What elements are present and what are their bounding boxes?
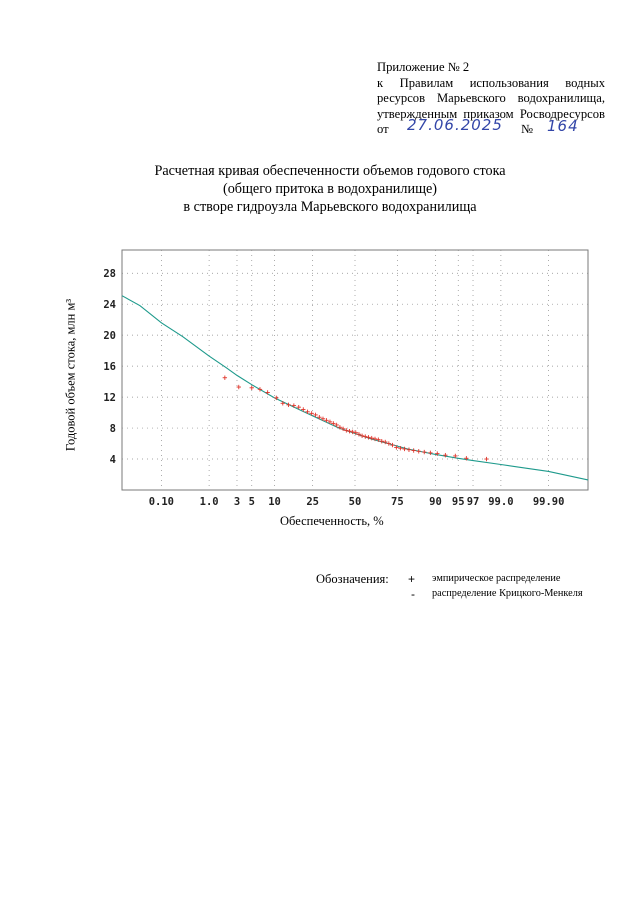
appendix-line-rules: к Правилам использования водных: [377, 75, 605, 90]
x-tick-label: 3: [233, 496, 241, 508]
empirical-point: [223, 376, 227, 380]
legend-symbol-empirical: +: [408, 572, 416, 586]
x-tick-label: 90: [429, 496, 442, 508]
legend-symbol-theoretical: -: [411, 587, 415, 601]
empirical-point: [281, 401, 285, 405]
x-axis-label: Обеспеченность, %: [280, 514, 384, 528]
x-tick-label: 97: [466, 496, 480, 508]
number-label: №: [521, 122, 534, 136]
y-axis-label: Годовой объем стока, млн м³: [63, 298, 78, 452]
empirical-point: [422, 450, 426, 454]
x-tick-label: 5: [248, 496, 255, 508]
legend-label-empirical: эмпирическое распределение: [432, 573, 561, 584]
x-tick-label: 99.0: [488, 496, 514, 508]
grid: [122, 250, 588, 490]
empirical-point: [363, 434, 367, 438]
appendix-line-reservoir: ресурсов Марьевского водохранилища,: [377, 91, 605, 105]
y-tick-label: 28: [103, 268, 116, 281]
x-tick-label: 1.0: [199, 496, 219, 508]
y-tick-label: 24: [103, 299, 116, 312]
from-label: от: [377, 122, 389, 136]
appendix-line-order: утвержденным приказом Росводресурсов: [377, 106, 605, 121]
empirical-point: [407, 448, 411, 452]
legend-label-theoretical: распределение Крицкого-Менкеля: [432, 588, 583, 599]
handwritten-date: 27.06.2025: [407, 116, 503, 134]
x-tick-label: 95: [451, 496, 465, 508]
empirical-point: [484, 457, 488, 461]
x-tick-label: 75: [391, 496, 404, 508]
legend-heading: Обозначения:: [316, 572, 389, 586]
theoretical-curve-layer: [122, 296, 588, 480]
title-line-3: в створе гидроузла Марьевского водохранилища: [183, 199, 477, 215]
empirical-point: [411, 448, 415, 452]
y-tick-label: 16: [103, 361, 116, 374]
x-tick-label: 0.10: [148, 496, 175, 508]
title-line-1: Расчетная кривая обеспеченности объемов годового стока: [154, 163, 506, 179]
appendix-number: Приложение № 2: [377, 60, 470, 74]
title-line-2: (общего притока в водохранилище): [222, 181, 438, 197]
x-tick-label: 25: [306, 496, 319, 508]
x-tick-label: 50: [348, 496, 362, 508]
handwritten-number: 164: [547, 117, 579, 135]
kritsky-menkel-curve: [122, 296, 588, 480]
empirical-points-layer: [223, 376, 489, 462]
x-tick-label: 99.90: [532, 496, 565, 508]
empirical-point: [250, 386, 254, 390]
y-tick-label: 4: [109, 454, 116, 467]
y-tick-label: 12: [103, 392, 116, 405]
x-tick-label: 10: [268, 496, 281, 508]
y-tick-label: 20: [103, 330, 116, 343]
empirical-point: [265, 390, 269, 394]
empirical-point: [292, 403, 296, 407]
empirical-point: [417, 449, 421, 453]
empirical-point: [428, 451, 432, 455]
y-tick-label: 8: [109, 423, 116, 436]
